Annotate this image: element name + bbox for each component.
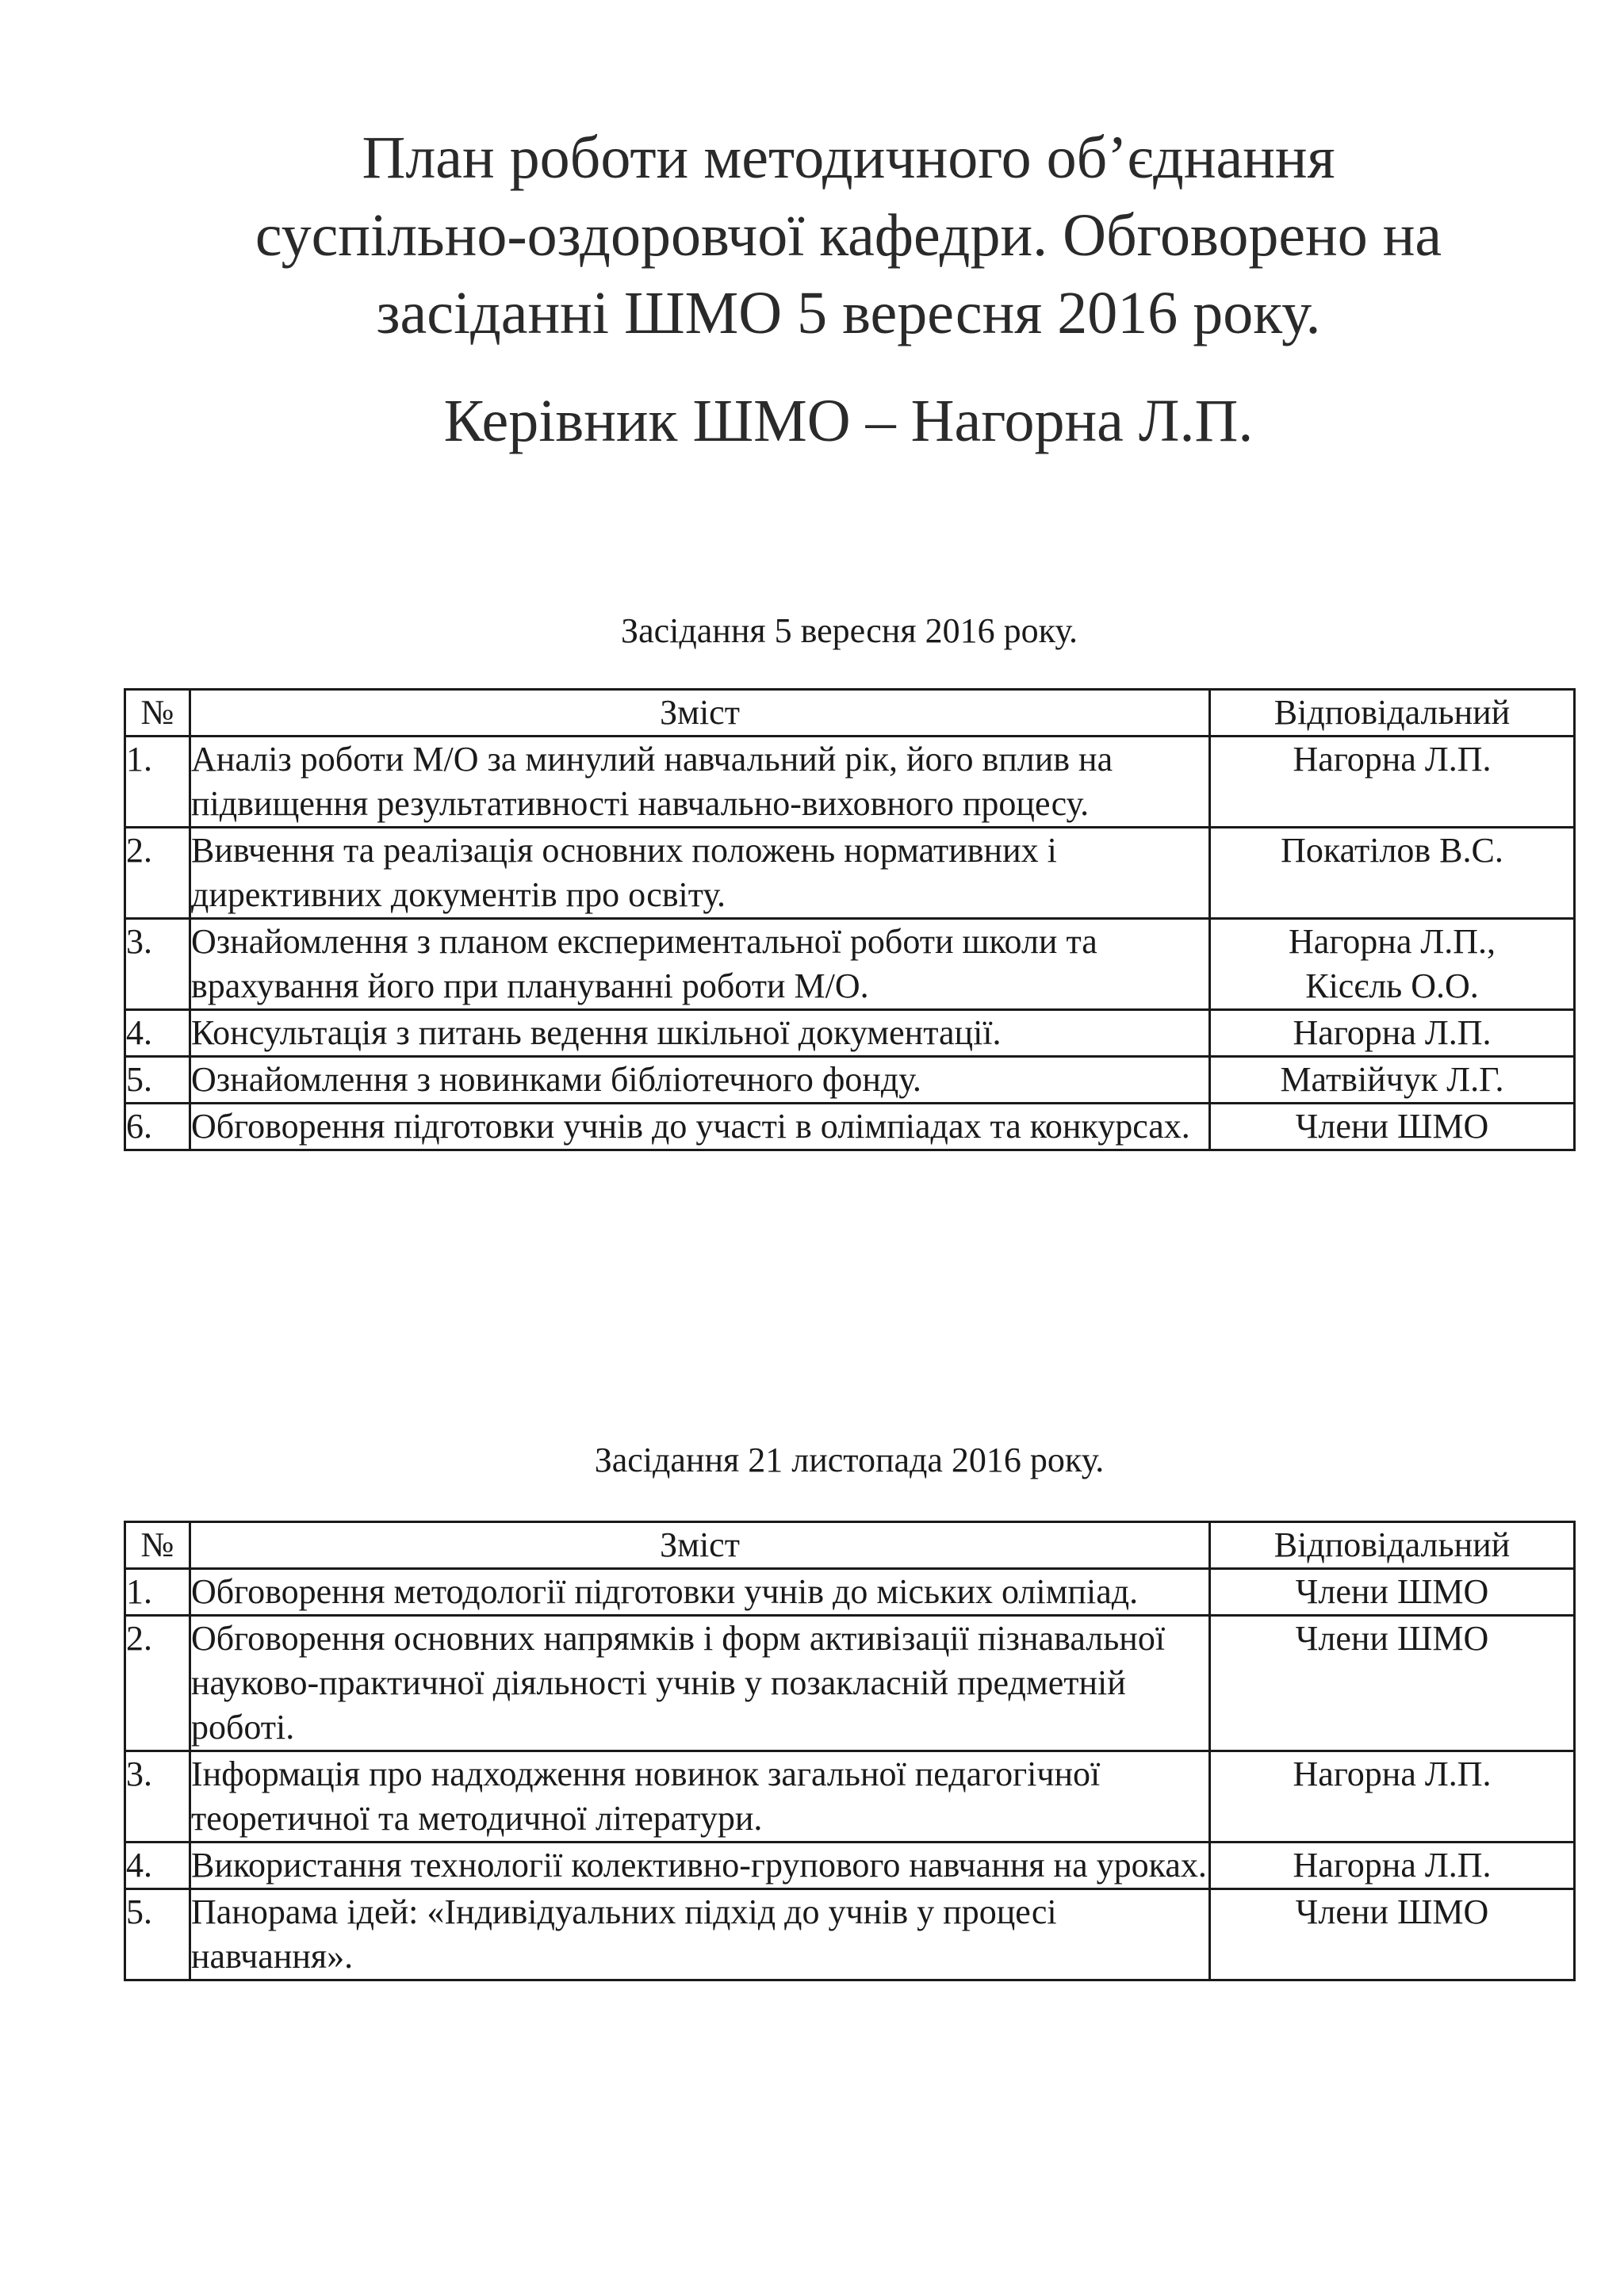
row-content: Ознайомлення з планом експериментальної роботи школи та врахування його при плануванні роботи М/О.	[190, 919, 1210, 1010]
row-num: 2.	[125, 1616, 190, 1751]
responsible-name: Нагорна Л.П.	[1293, 740, 1492, 779]
row-num: 3.	[125, 919, 190, 1010]
header-responsible: Відповідальний	[1210, 690, 1575, 737]
row-content: Інформація про надходження новинок загальної педагогічної теоретичної та методичної літератури.	[190, 1751, 1210, 1843]
responsible-name: Нагорна Л.П.	[1293, 1755, 1492, 1793]
title-line: План роботи методичного об’єднання	[362, 124, 1335, 191]
title-line: засіданні ШМО 5 вересня 2016 року.	[376, 280, 1321, 346]
row-num: 1.	[125, 1569, 190, 1616]
responsible-name: Матвійчук Л.Г.	[1280, 1060, 1504, 1099]
row-num: 1.	[125, 737, 190, 828]
row-responsible	[1210, 1057, 1575, 1104]
row-responsible	[1210, 1104, 1575, 1150]
table-row	[125, 737, 1575, 828]
row-num: 4.	[125, 1843, 190, 1889]
row-num: 3.	[125, 1751, 190, 1843]
table-row	[125, 1104, 1575, 1150]
responsible-name: Кісєль О.О.	[1305, 966, 1479, 1005]
row-responsible	[1210, 1843, 1575, 1889]
responsible-name: Члени ШМО	[1295, 1107, 1489, 1146]
row-content: Консультація з питань ведення шкільної документації.	[190, 1010, 1210, 1057]
session-title-1: Засідання 5 вересня 2016 року.	[621, 611, 1078, 650]
row-content: Обговорення методології підготовки учнів до міських олімпіад.	[190, 1569, 1210, 1616]
responsible-name: Члени ШМО	[1295, 1619, 1489, 1658]
table-row	[125, 919, 1575, 1010]
session-table-2	[124, 1521, 1576, 1981]
row-content: Панорама ідей: «Індивідуальних підхід до учнів у процесі навчання».	[190, 1889, 1210, 1980]
row-content: Використання технології колективно-групового навчання на уроках.	[190, 1843, 1210, 1889]
row-num: 5.	[125, 1057, 190, 1104]
row-num: 4.	[125, 1010, 190, 1057]
header-content: Зміст	[190, 1522, 1210, 1569]
session-title-2: Засідання 21 листопада 2016 року.	[594, 1441, 1105, 1479]
row-responsible	[1210, 1889, 1575, 1980]
row-responsible	[1210, 737, 1575, 828]
session-table-1	[124, 688, 1576, 1151]
header-num: №	[125, 690, 190, 737]
row-responsible	[1210, 1569, 1575, 1616]
header-content: Зміст	[190, 690, 1210, 737]
table-header-row	[125, 690, 1575, 737]
responsible-name: Нагорна Л.П.,	[1289, 922, 1496, 961]
document-title	[143, 119, 1554, 352]
row-content: Обговорення основних напрямків і форм активізації пізнавальної науково-практичної діяльності учнів у позакласній предметній роботі.	[190, 1616, 1210, 1751]
table-row	[125, 1616, 1575, 1751]
row-responsible	[1210, 1751, 1575, 1843]
row-num: 5.	[125, 1889, 190, 1980]
row-responsible	[1210, 1616, 1575, 1751]
row-responsible	[1210, 919, 1575, 1010]
header-num: №	[125, 1522, 190, 1569]
responsible-name: Нагорна Л.П.	[1293, 1846, 1492, 1885]
responsible-name: Покатілов В.С.	[1281, 831, 1503, 870]
table-row	[125, 1010, 1575, 1057]
table-row	[125, 828, 1575, 919]
table-row	[125, 1751, 1575, 1843]
row-content: Вивчення та реалізація основних положень нормативних і директивних документів про освіту.	[190, 828, 1210, 919]
row-content: Обговорення підготовки учнів до участі в олімпіадах та конкурсах.	[190, 1104, 1210, 1150]
row-num: 2.	[125, 828, 190, 919]
head-of-department: Керівник ШМО – Нагорна Л.П.	[443, 388, 1254, 454]
row-content: Аналіз роботи М/О за минулий навчальний рік, його вплив на підвищення результативності навчально-виховного процесу.	[190, 737, 1210, 828]
table-header-row	[125, 1522, 1575, 1569]
responsible-name: Члени ШМО	[1295, 1892, 1489, 1931]
table-row	[125, 1843, 1575, 1889]
header-responsible: Відповідальний	[1210, 1522, 1575, 1569]
title-line: суспільно-оздоровчої кафедри. Обговорено на	[255, 202, 1442, 269]
table-row	[125, 1057, 1575, 1104]
row-responsible	[1210, 828, 1575, 919]
responsible-name: Нагорна Л.П.	[1293, 1013, 1492, 1052]
table-row	[125, 1569, 1575, 1616]
responsible-name: Члени ШМО	[1295, 1572, 1489, 1611]
row-content: Ознайомлення з новинками бібліотечного фонду.	[190, 1057, 1210, 1104]
row-responsible	[1210, 1010, 1575, 1057]
row-num: 6.	[125, 1104, 190, 1150]
table-row	[125, 1889, 1575, 1980]
